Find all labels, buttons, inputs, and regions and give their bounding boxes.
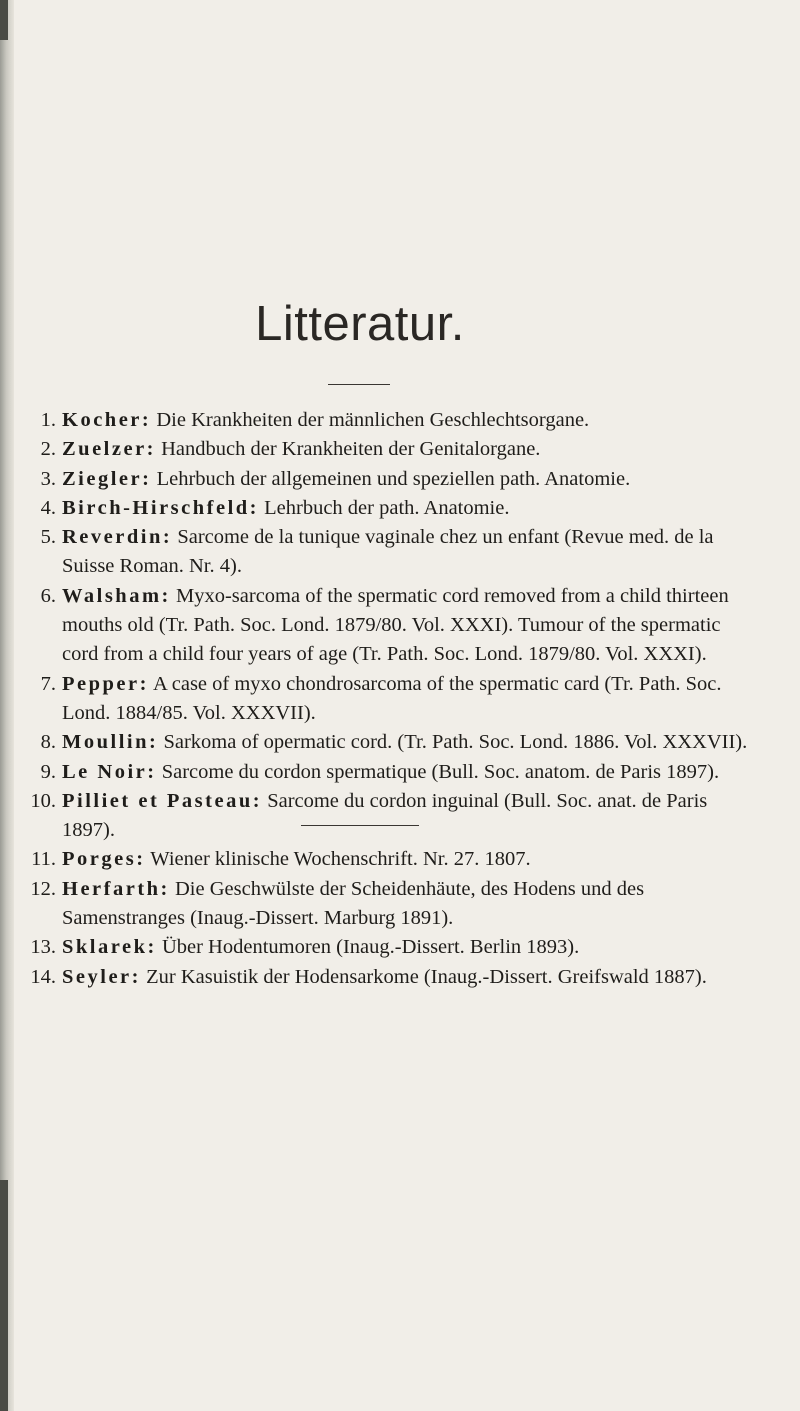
reference-author: Kocher:	[62, 409, 152, 431]
reference-entry-6	[0, 582, 760, 670]
scan-edge-dark-top	[0, 0, 8, 40]
reference-number: 3.	[40, 467, 56, 490]
reference-text: Sarkoma of opermatic cord. (Tr. Path. Soc. Lond. 1886. Vol. XXXVII).	[163, 731, 748, 754]
page-title: Litteratur.	[255, 297, 465, 351]
reference-author: Pepper:	[62, 672, 149, 695]
reference-text: Lehrbuch der path. Anatomie.	[264, 496, 510, 519]
closing-divider	[301, 825, 419, 826]
reference-entry-12	[0, 875, 760, 934]
reference-list	[0, 406, 760, 992]
reference-number: 2.	[40, 438, 56, 461]
reference-author: Seyler:	[62, 965, 141, 988]
reference-text: Sarcome du cordon inguinal (Bull. Soc. anat. de Paris 1897).	[62, 789, 708, 842]
reference-number: 14.	[30, 965, 56, 988]
reference-number: 10.	[30, 789, 56, 812]
reference-number: 1.	[40, 409, 56, 431]
reference-entry-10	[0, 787, 760, 846]
reference-author: Birch-Hirschfeld:	[62, 496, 259, 519]
reference-text: Über Hodentumoren (Inaug.-Dissert. Berlin 1893).	[161, 936, 580, 959]
reference-text: Lehrbuch der allgemeinen und speziellen path. Anatomie.	[156, 467, 631, 490]
reference-number: 8.	[40, 731, 56, 754]
reference-text: Zur Kasuistik der Hodensarkome (Inaug.-Dissert. Greifswald 1887).	[146, 965, 707, 988]
scan-edge-dark-bottom	[0, 1180, 8, 1411]
reference-entry-2	[0, 435, 760, 464]
reference-text: Wiener klinische Wochenschrift. Nr. 27. 1807.	[150, 848, 531, 871]
reference-number: 5.	[40, 526, 56, 549]
reference-text: Handbuch der Krankheiten der Genitalorgane.	[161, 438, 541, 461]
reference-author: Zuelzer:	[62, 438, 156, 461]
reference-author: Porges:	[62, 848, 146, 871]
reference-number: 6.	[40, 584, 56, 607]
reference-entry-11	[0, 845, 760, 874]
reference-entry-1	[0, 406, 760, 435]
reference-entry-4	[0, 494, 760, 523]
reference-entry-5	[0, 523, 760, 582]
reference-entry-9	[0, 758, 760, 787]
reference-author: Walsham:	[62, 584, 171, 607]
title-divider	[328, 384, 390, 385]
reference-number: 7.	[40, 672, 56, 695]
reference-author: Pilliet et Pasteau:	[62, 789, 263, 812]
reference-number: 12.	[30, 877, 56, 900]
reference-entry-13	[0, 933, 760, 962]
reference-author: Herfarth:	[62, 877, 170, 900]
reference-text: Sarcome du cordon spermatique (Bull. Soc. anatom. de Paris 1897).	[161, 760, 720, 783]
reference-author: Reverdin:	[62, 526, 173, 549]
reference-author: Ziegler:	[62, 467, 152, 490]
reference-text: Die Geschwülste der Scheidenhäute, des Hodens und des Samenstranges (Inaug.-Dissert. Marburg 1891).	[62, 877, 645, 930]
reference-entry-7	[0, 670, 760, 729]
reference-text: A case of myxo chondrosarcoma of the spermatic card (Tr. Path. Soc. Lond. 1884/85. Vol. XXXVII).	[62, 672, 722, 724]
reference-entry-3	[0, 465, 760, 494]
reference-number: 4.	[40, 496, 56, 519]
reference-text: Die Krankheiten der männlichen Geschlechtsorgane.	[156, 409, 590, 431]
reference-number: 13.	[30, 936, 56, 959]
reference-author: Moullin:	[62, 731, 159, 754]
reference-number: 11.	[31, 848, 56, 871]
reference-entry-14	[0, 963, 760, 992]
reference-author: Sklarek:	[62, 936, 157, 959]
reference-text: Myxo-sarcoma of the spermatic cord removed from a child thirteen mouths old (Tr. Path. Soc. Lond. 1879/80. Vol. XXXI). Tumour of the spermatic cord from a child four years of age (Tr. Path. Soc. Lond. 1879/80. Vol. XXXI).	[62, 584, 729, 666]
reference-number: 9.	[40, 760, 56, 783]
reference-entry-8	[0, 728, 760, 757]
reference-author: Le Noir:	[62, 760, 157, 783]
reference-text: Sarcome de la tunique vaginale chez un enfant (Revue med. de la Suisse Roman. Nr. 4).	[62, 526, 714, 578]
